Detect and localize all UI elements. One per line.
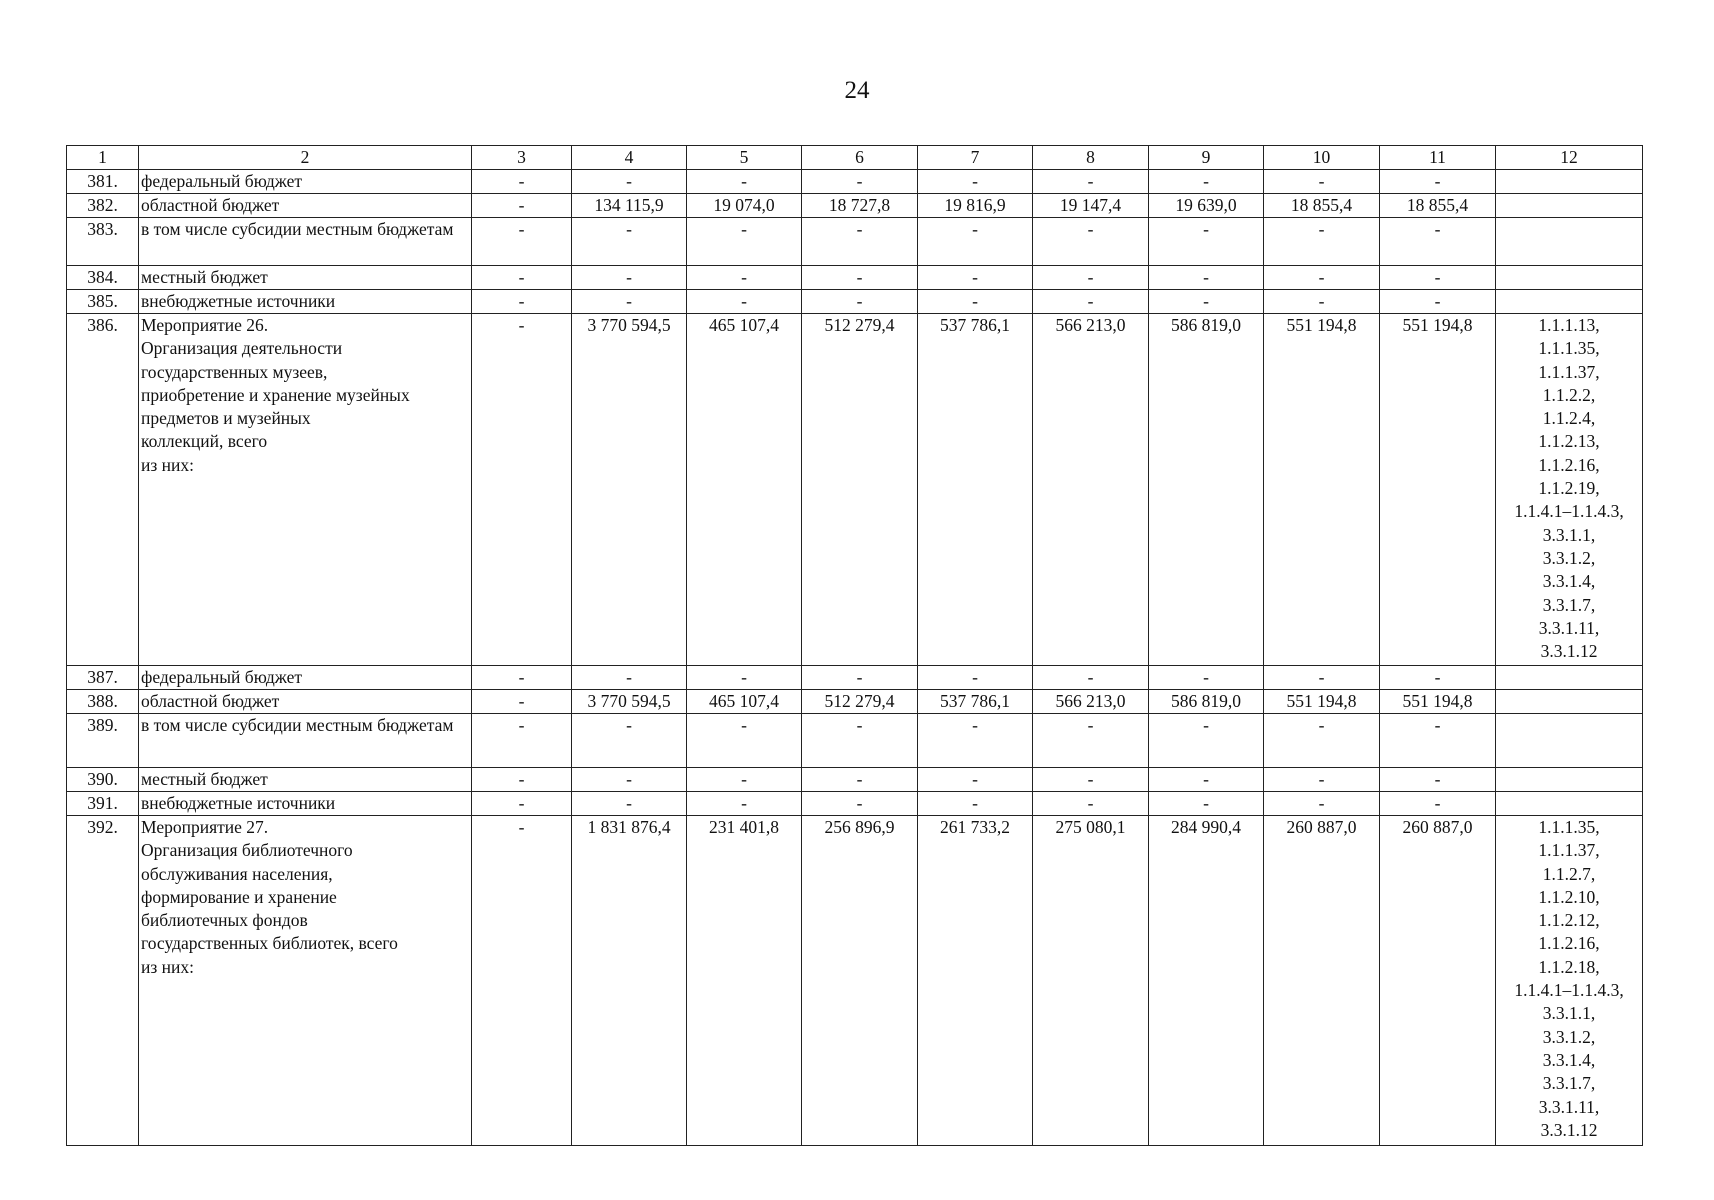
- cell-col4: -: [572, 266, 687, 290]
- cell-col3: -: [472, 690, 572, 714]
- cell-col11: 260 887,0: [1380, 816, 1496, 1146]
- cell-col11: -: [1380, 666, 1496, 690]
- cell-col4: -: [572, 170, 687, 194]
- reference-item: 3.3.1.7,: [1542, 594, 1596, 615]
- cell-col10: -: [1264, 266, 1380, 290]
- cell-col5: -: [687, 170, 802, 194]
- cell-col4: -: [572, 290, 687, 314]
- cell-col9: -: [1149, 714, 1264, 768]
- cell-col6: -: [802, 170, 918, 194]
- cell-col4: -: [572, 666, 687, 690]
- cell-col9: -: [1149, 792, 1264, 816]
- cell-col11: 18 855,4: [1380, 194, 1496, 218]
- cell-col11: 551 194,8: [1380, 690, 1496, 714]
- cell-col4: 134 115,9: [572, 194, 687, 218]
- cell-col10: 551 194,8: [1264, 690, 1380, 714]
- reference-item: 3.3.1.11,: [1538, 1096, 1600, 1117]
- name-line: библиотечных фондов: [141, 910, 308, 931]
- table-row: [67, 194, 1643, 218]
- row-number: 381.: [67, 170, 139, 194]
- name-line: коллекций, всего: [141, 431, 268, 452]
- reference-item: 1.1.2.13,: [1538, 431, 1600, 452]
- cell-col9: -: [1149, 218, 1264, 266]
- name-line: Мероприятие 27.: [141, 817, 269, 837]
- reference-item: 3.3.1.12: [1540, 1119, 1598, 1140]
- cell-col11: -: [1380, 170, 1496, 194]
- reference-item: 3.3.1.12: [1540, 641, 1598, 662]
- column-header: 8: [1033, 146, 1149, 170]
- column-header: 4: [572, 146, 687, 170]
- reference-item: 1.1.4.1–1.1.4.3,: [1514, 501, 1624, 522]
- cell-col8: 566 213,0: [1033, 314, 1149, 666]
- cell-col6: -: [802, 218, 918, 266]
- cell-col12-references: [1496, 816, 1643, 1146]
- name-line: из них:: [141, 454, 194, 475]
- cell-col8: -: [1033, 170, 1149, 194]
- row-number: 382.: [67, 194, 139, 218]
- cell-col3: -: [472, 218, 572, 266]
- reference-item: 1.1.2.18,: [1538, 956, 1600, 977]
- row-number: 389.: [67, 714, 139, 768]
- cell-col8: -: [1033, 290, 1149, 314]
- reference-item: 1.1.1.37,: [1538, 361, 1600, 382]
- column-header: 1: [67, 146, 139, 170]
- reference-item: 1.1.1.35,: [1538, 817, 1600, 837]
- table-row: [67, 666, 1643, 690]
- cell-col3: -: [472, 266, 572, 290]
- reference-item: 1.1.2.16,: [1538, 933, 1600, 954]
- reference-item: 3.3.1.11,: [1538, 617, 1600, 638]
- cell-col9: -: [1149, 666, 1264, 690]
- page-number: 24: [844, 77, 870, 104]
- table-row: [67, 714, 1643, 768]
- cell-col5: 465 107,4: [687, 690, 802, 714]
- cell-col4: 3 770 594,5: [572, 690, 687, 714]
- cell-col12: [1496, 792, 1643, 816]
- cell-col4: -: [572, 218, 687, 266]
- table-row: [67, 170, 1643, 194]
- name-line: государственных библиотек, всего: [141, 933, 398, 954]
- reference-item: 1.1.2.10,: [1538, 886, 1600, 907]
- table-row: [67, 290, 1643, 314]
- cell-col11: -: [1380, 218, 1496, 266]
- reference-item: 1.1.2.7,: [1542, 863, 1596, 884]
- cell-col6: 512 279,4: [802, 314, 918, 666]
- column-header: 2: [139, 146, 472, 170]
- column-header: 11: [1380, 146, 1496, 170]
- cell-col12: [1496, 690, 1643, 714]
- cell-col8: -: [1033, 714, 1149, 768]
- name-line: приобретение и хранение музейных: [141, 384, 410, 405]
- cell-col6: -: [802, 792, 918, 816]
- cell-col10: -: [1264, 666, 1380, 690]
- cell-col3: -: [472, 314, 572, 666]
- table-row: [67, 690, 1643, 714]
- cell-col11: -: [1380, 792, 1496, 816]
- cell-col3: -: [472, 792, 572, 816]
- reference-item: 3.3.1.1,: [1542, 1003, 1596, 1024]
- row-name: местный бюджет: [139, 768, 472, 792]
- cell-col8: 566 213,0: [1033, 690, 1149, 714]
- cell-col12: [1496, 170, 1643, 194]
- reference-item: 3.3.1.4,: [1542, 1049, 1596, 1070]
- reference-item: 3.3.1.7,: [1542, 1073, 1596, 1094]
- cell-col9: 586 819,0: [1149, 690, 1264, 714]
- cell-col4: -: [572, 714, 687, 768]
- row-number: 383.: [67, 218, 139, 266]
- row-name: [139, 314, 472, 666]
- cell-col7: -: [918, 266, 1033, 290]
- cell-col6: -: [802, 266, 918, 290]
- cell-col8: 19 147,4: [1033, 194, 1149, 218]
- cell-col8: -: [1033, 666, 1149, 690]
- row-name: местный бюджет: [139, 266, 472, 290]
- cell-col7: 537 786,1: [918, 314, 1033, 666]
- budget-table: [66, 145, 1643, 1146]
- cell-col12: [1496, 218, 1643, 266]
- table-row: [67, 768, 1643, 792]
- cell-col9: 284 990,4: [1149, 816, 1264, 1146]
- cell-col6: -: [802, 666, 918, 690]
- cell-col6: -: [802, 714, 918, 768]
- cell-col11: -: [1380, 266, 1496, 290]
- row-number: 385.: [67, 290, 139, 314]
- cell-col7: -: [918, 666, 1033, 690]
- cell-col3: -: [472, 170, 572, 194]
- cell-col5: 465 107,4: [687, 314, 802, 666]
- reference-item: 1.1.2.4,: [1542, 408, 1596, 429]
- cell-col12: [1496, 194, 1643, 218]
- table-row: [67, 218, 1643, 266]
- cell-col6: -: [802, 290, 918, 314]
- cell-col10: -: [1264, 290, 1380, 314]
- reference-item: 3.3.1.4,: [1542, 571, 1596, 592]
- column-header: 6: [802, 146, 918, 170]
- cell-col10: 260 887,0: [1264, 816, 1380, 1146]
- cell-col12: [1496, 290, 1643, 314]
- name-line: из них:: [141, 956, 194, 977]
- cell-col12: [1496, 266, 1643, 290]
- cell-col7: -: [918, 768, 1033, 792]
- row-number: 391.: [67, 792, 139, 816]
- cell-col9: -: [1149, 266, 1264, 290]
- cell-col3: -: [472, 714, 572, 768]
- name-line: государственных музеев,: [141, 361, 328, 382]
- cell-col10: 551 194,8: [1264, 314, 1380, 666]
- cell-col6: 18 727,8: [802, 194, 918, 218]
- column-header-row: [67, 146, 1643, 170]
- cell-col7: -: [918, 290, 1033, 314]
- column-header: 7: [918, 146, 1033, 170]
- column-header: 12: [1496, 146, 1643, 170]
- reference-item: 1.1.1.37,: [1538, 840, 1600, 861]
- row-number: 387.: [67, 666, 139, 690]
- cell-col11: 551 194,8: [1380, 314, 1496, 666]
- cell-col5: -: [687, 714, 802, 768]
- name-line: формирование и хранение: [141, 886, 337, 907]
- reference-item: 1.1.2.16,: [1538, 454, 1600, 475]
- column-header: 9: [1149, 146, 1264, 170]
- reference-item: 3.3.1.2,: [1542, 547, 1596, 568]
- cell-col8: -: [1033, 792, 1149, 816]
- row-number: 384.: [67, 266, 139, 290]
- cell-col10: -: [1264, 792, 1380, 816]
- cell-col3: -: [472, 194, 572, 218]
- name-line: Мероприятие 26.: [141, 315, 269, 335]
- cell-col7: -: [918, 218, 1033, 266]
- cell-col3: -: [472, 666, 572, 690]
- cell-col6: -: [802, 768, 918, 792]
- cell-col12: [1496, 666, 1643, 690]
- cell-col3: -: [472, 290, 572, 314]
- cell-col6: 256 896,9: [802, 816, 918, 1146]
- cell-col7: 261 733,2: [918, 816, 1033, 1146]
- cell-col5: -: [687, 666, 802, 690]
- cell-col4: 1 831 876,4: [572, 816, 687, 1146]
- row-name: внебюджетные источники: [139, 792, 472, 816]
- cell-col9: 19 639,0: [1149, 194, 1264, 218]
- row-name: [139, 816, 472, 1146]
- cell-col9: -: [1149, 170, 1264, 194]
- column-header: 10: [1264, 146, 1380, 170]
- cell-col11: -: [1380, 290, 1496, 314]
- cell-col11: -: [1380, 714, 1496, 768]
- cell-col7: -: [918, 170, 1033, 194]
- reference-item: 1.1.2.2,: [1542, 384, 1596, 405]
- cell-col9: -: [1149, 290, 1264, 314]
- row-name: федеральный бюджет: [139, 170, 472, 194]
- cell-col5: -: [687, 768, 802, 792]
- cell-col7: -: [918, 792, 1033, 816]
- name-line: Организация библиотечного: [141, 840, 353, 861]
- cell-col10: 18 855,4: [1264, 194, 1380, 218]
- table-row: [67, 792, 1643, 816]
- reference-item: 1.1.1.35,: [1538, 338, 1600, 359]
- row-name: в том числе субсидии местным бюджетам: [139, 218, 472, 266]
- cell-col3: -: [472, 768, 572, 792]
- reference-item: 3.3.1.2,: [1542, 1026, 1596, 1047]
- cell-col5: 19 074,0: [687, 194, 802, 218]
- cell-col4: 3 770 594,5: [572, 314, 687, 666]
- cell-col8: -: [1033, 218, 1149, 266]
- cell-col10: -: [1264, 170, 1380, 194]
- cell-col12: [1496, 768, 1643, 792]
- row-name: в том числе субсидии местным бюджетам: [139, 714, 472, 768]
- table-row: [67, 816, 1643, 1146]
- cell-col5: -: [687, 266, 802, 290]
- table-row: [67, 266, 1643, 290]
- cell-col7: 537 786,1: [918, 690, 1033, 714]
- cell-col3: -: [472, 816, 572, 1146]
- row-number: 392.: [67, 816, 139, 1146]
- row-name: федеральный бюджет: [139, 666, 472, 690]
- row-number: 388.: [67, 690, 139, 714]
- cell-col11: -: [1380, 768, 1496, 792]
- cell-col10: -: [1264, 714, 1380, 768]
- row-name: областной бюджет: [139, 194, 472, 218]
- row-name: внебюджетные источники: [139, 290, 472, 314]
- cell-col12-references: [1496, 314, 1643, 666]
- cell-col10: -: [1264, 768, 1380, 792]
- name-line: Организация деятельности: [141, 338, 343, 359]
- cell-col4: -: [572, 768, 687, 792]
- reference-item: 3.3.1.1,: [1542, 524, 1596, 545]
- name-line: предметов и музейных: [141, 408, 311, 429]
- reference-item: 1.1.4.1–1.1.4.3,: [1514, 980, 1624, 1001]
- cell-col8: -: [1033, 768, 1149, 792]
- column-header: 3: [472, 146, 572, 170]
- row-name: областной бюджет: [139, 690, 472, 714]
- cell-col6: 512 279,4: [802, 690, 918, 714]
- cell-col7: -: [918, 714, 1033, 768]
- cell-col5: -: [687, 218, 802, 266]
- reference-item: 1.1.2.19,: [1538, 478, 1600, 499]
- row-number: 390.: [67, 768, 139, 792]
- cell-col7: 19 816,9: [918, 194, 1033, 218]
- reference-item: 1.1.2.12,: [1538, 910, 1600, 931]
- cell-col10: -: [1264, 218, 1380, 266]
- name-line: обслуживания населения,: [141, 863, 333, 884]
- cell-col5: -: [687, 290, 802, 314]
- cell-col8: 275 080,1: [1033, 816, 1149, 1146]
- cell-col4: -: [572, 792, 687, 816]
- cell-col9: 586 819,0: [1149, 314, 1264, 666]
- row-number: 386.: [67, 314, 139, 666]
- cell-col8: -: [1033, 266, 1149, 290]
- reference-item: 1.1.1.13,: [1538, 315, 1600, 335]
- cell-col9: -: [1149, 768, 1264, 792]
- cell-col12: [1496, 714, 1643, 768]
- cell-col5: 231 401,8: [687, 816, 802, 1146]
- table-row: [67, 314, 1643, 666]
- column-header: 5: [687, 146, 802, 170]
- cell-col5: -: [687, 792, 802, 816]
